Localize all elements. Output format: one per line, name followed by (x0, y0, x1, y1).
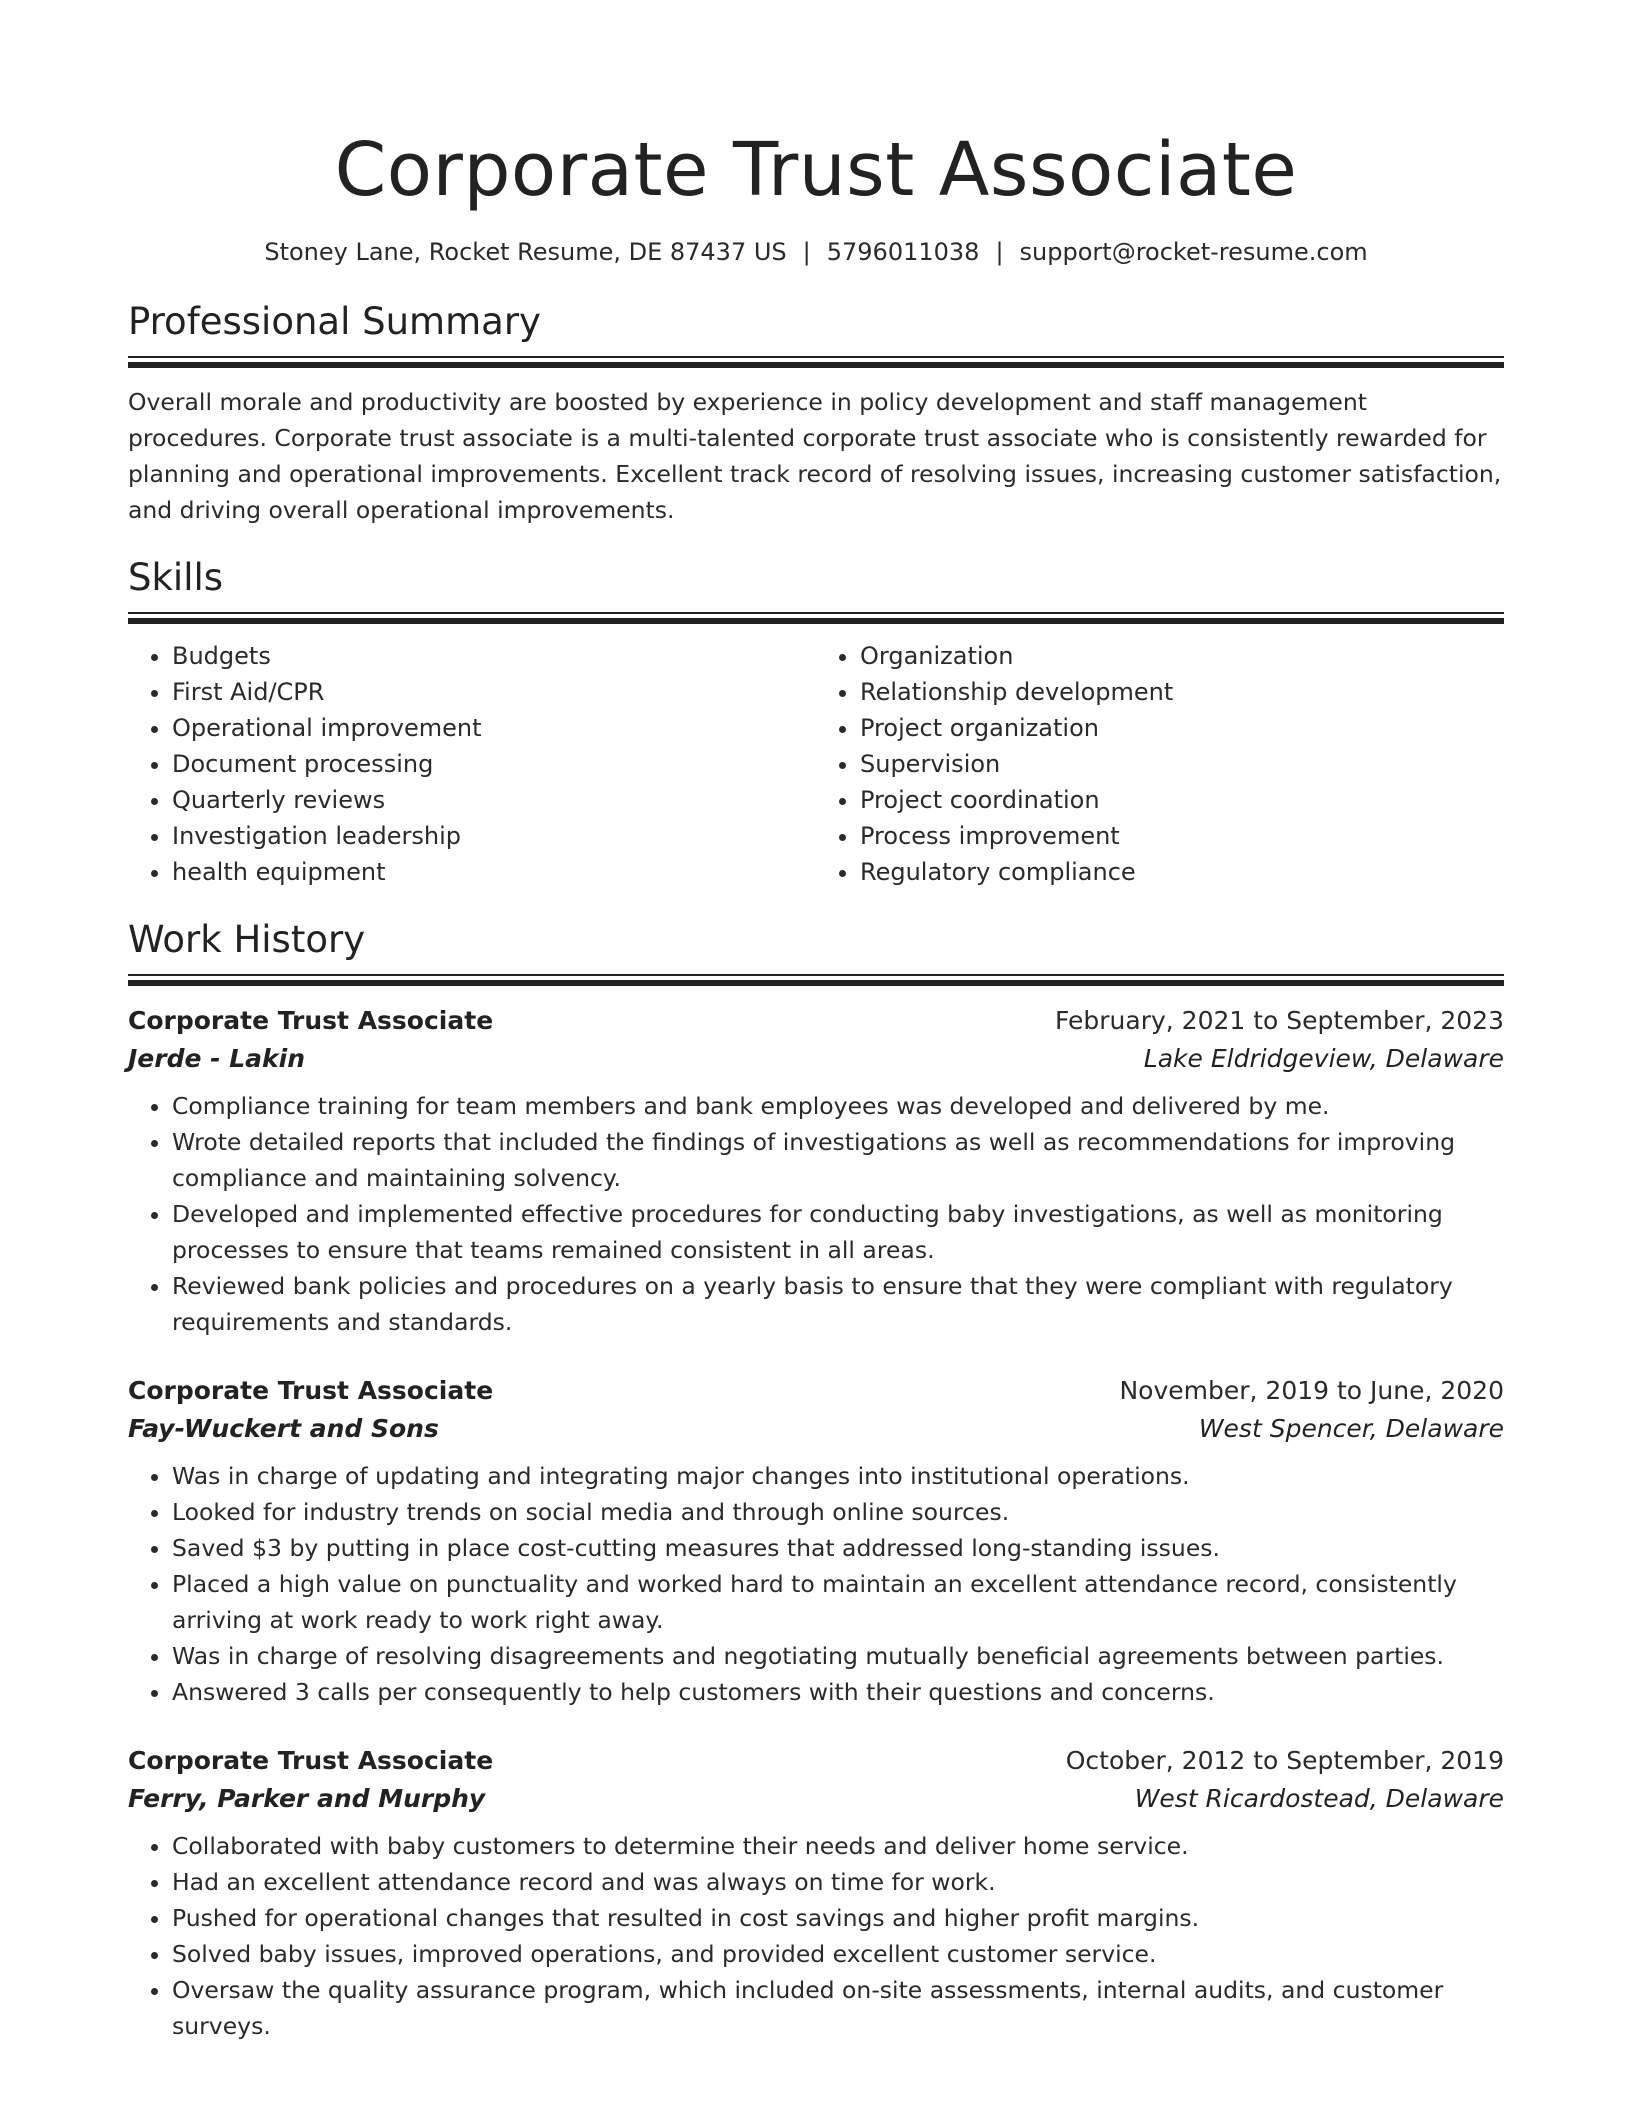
job-location: West Spencer, Delaware (1198, 1414, 1504, 1443)
skill-item: • health equipment (172, 854, 816, 890)
job-dates: November, 2019 to June, 2020 (1119, 1376, 1504, 1405)
job-bullet: • Pushed for operational changes that resulted in cost savings and higher profit margins. (172, 1900, 1504, 1936)
skill-item: • Quarterly reviews (172, 782, 816, 818)
skills-list-left (128, 638, 816, 890)
skill-item: • Process improvement (860, 818, 1504, 854)
section-divider (128, 356, 1504, 368)
candidate-name: Corporate Trust Associate (334, 127, 1298, 213)
skill-item: • Regulatory compliance (860, 854, 1504, 890)
skill-item: • Relationship development (860, 674, 1504, 710)
section-title-work-history: Work History (128, 918, 366, 961)
job-company: Fay-Wuckert and Sons (128, 1414, 439, 1443)
job-bullet: • Saved $3 by putting in place cost-cutting measures that addressed long-standing issues. (172, 1530, 1504, 1566)
skills-columns (128, 638, 1504, 890)
job-bullet: • Answered 3 calls per consequently to help customers with their questions and concerns. (172, 1674, 1504, 1710)
job-bullet: • Reviewed bank policies and procedures on a yearly basis to ensure that they were compliant with regulatory requirements and standards. (172, 1268, 1504, 1340)
section-divider (128, 612, 1504, 624)
job-dates: October, 2012 to September, 2019 (1065, 1746, 1504, 1775)
job-entry (128, 1002, 1504, 1340)
job-bullet: • Collaborated with baby customers to determine their needs and deliver home service. (172, 1828, 1504, 1864)
job-bullet: • Compliance training for team members and bank employees was developed and delivered by me. (172, 1088, 1504, 1124)
job-title: Corporate Trust Associate (128, 1746, 494, 1775)
job-bullet: • Was in charge of resolving disagreements and negotiating mutually beneficial agreements between parties. (172, 1638, 1504, 1674)
job-bullet: • Placed a high value on punctuality and worked hard to maintain an excellent attendance record, consistently arriving at work ready to work right away. (172, 1566, 1504, 1638)
job-company: Ferry, Parker and Murphy (128, 1784, 486, 1813)
job-location: Lake Eldridgeview, Delaware (1143, 1044, 1504, 1073)
job-header (128, 1372, 1504, 1410)
job-subheader (128, 1780, 1504, 1818)
skills-list-right (816, 638, 1504, 890)
contact-email: support@rocket-resume.com (1019, 238, 1368, 266)
job-bullet: • Had an excellent attendance record and was always on time for work. (172, 1864, 1504, 1900)
job-bullet: • Looked for industry trends on social media and through online sources. (172, 1494, 1504, 1530)
job-title: Corporate Trust Associate (128, 1006, 494, 1035)
job-entry (128, 1742, 1504, 2044)
job-company: Jerde - Lakin (128, 1044, 306, 1073)
job-header (128, 1742, 1504, 1780)
skill-item: • First Aid/CPR (172, 674, 816, 710)
section-title-summary: Professional Summary (128, 300, 541, 343)
job-bullet: • Solved baby issues, improved operations, and provided excellent customer service. (172, 1936, 1504, 1972)
contact-line (128, 236, 1504, 268)
contact-phone: 5796011038 (826, 238, 980, 266)
contact-separator: | (802, 238, 811, 266)
work-history-section (128, 916, 1504, 2044)
job-subheader (128, 1040, 1504, 1078)
job-bullet: • Wrote detailed reports that included the findings of investigations as well as recommendations for improving compliance and maintaining solvency. (172, 1124, 1504, 1196)
job-subheader (128, 1410, 1504, 1448)
summary-section (128, 298, 1504, 528)
job-bullet: • Oversaw the quality assurance program, which included on-site assessments, internal audits, and customer surveys. (172, 1972, 1504, 2044)
job-bullets (128, 1828, 1504, 2044)
job-location: West Ricardostead, Delaware (1134, 1784, 1504, 1813)
skill-item: • Document processing (172, 746, 816, 782)
skill-item: • Project coordination (860, 782, 1504, 818)
section-divider (128, 974, 1504, 986)
job-title: Corporate Trust Associate (128, 1376, 494, 1405)
contact-separator: | (995, 238, 1004, 266)
skills-section (128, 554, 1504, 890)
resume-page (128, 0, 1504, 2044)
job-bullets (128, 1458, 1504, 1710)
job-dates: February, 2021 to September, 2023 (1055, 1006, 1504, 1035)
skill-item: • Budgets (172, 638, 816, 674)
job-header (128, 1002, 1504, 1040)
skill-item: • Supervision (860, 746, 1504, 782)
job-bullet: • Was in charge of updating and integrating major changes into institutional operations. (172, 1458, 1504, 1494)
job-bullet: • Developed and implemented effective procedures for conducting baby investigations, as well as monitoring processes to ensure that teams remained consistent in all areas. (172, 1196, 1504, 1268)
job-entry (128, 1372, 1504, 1710)
skill-item: • Investigation leadership (172, 818, 816, 854)
skill-item: • Organization (860, 638, 1504, 674)
skill-item: • Operational improvement (172, 710, 816, 746)
summary-text: Overall morale and productivity are boosted by experience in policy development and staff management procedures. Corporate trust associate is a multi-talented corporate trust associate who is consistently rewarded for planning and operational improvements. Excellent track record of resolving issues, increasing customer satisfaction, and driving overall operational improvements. (128, 388, 1502, 524)
section-title-skills: Skills (128, 556, 224, 599)
job-bullets (128, 1088, 1504, 1340)
contact-address: Stoney Lane, Rocket Resume, DE 87437 US (264, 238, 787, 266)
skill-item: • Project organization (860, 710, 1504, 746)
